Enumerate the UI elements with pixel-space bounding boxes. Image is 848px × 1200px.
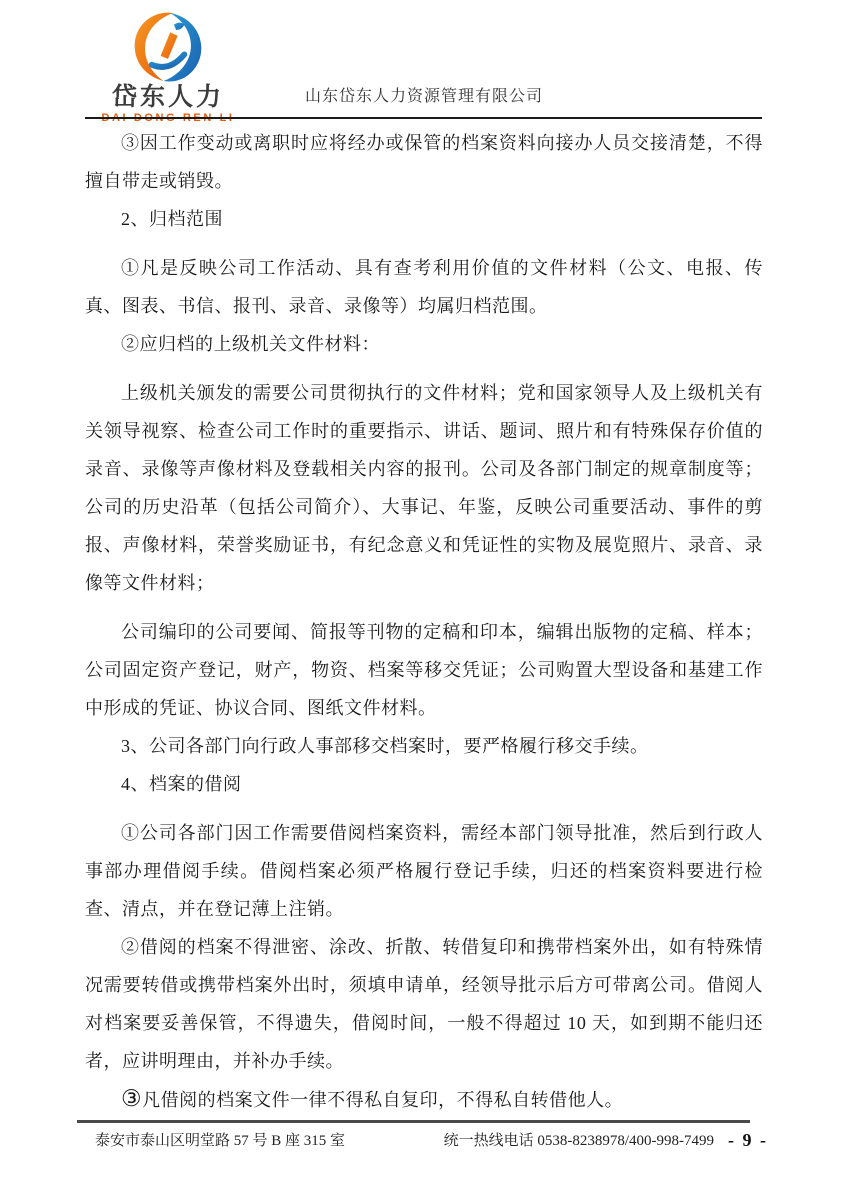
- paragraph: ②应归档的上级机关文件材料：: [121, 334, 380, 354]
- footer-divider: [77, 1120, 750, 1123]
- paragraph: 公司编印的公司要闻、简报等刊物的定稿和印本，编辑出版物的定稿、样本；公司固定资产登记，财产，物资、档案等移交凭证；公司购置大型设备和基建工作中形成的凭证、协议合同、图纸文件材料。: [85, 622, 763, 718]
- footer-hotline: 统一热线电话 0538-8238978/400-998-7499: [443, 1133, 714, 1149]
- paragraph: ③凡借阅的档案文件一律不得私自复印，不得私自转借他人。: [121, 1086, 624, 1111]
- footer-address: 泰安市泰山区明堂路 57 号 B 座 315 室: [95, 1133, 346, 1149]
- paragraph: 3、公司各部门向行政人事部移交档案时，要严格履行移交手续。: [121, 736, 649, 756]
- logo-text-cn: 岱东人力: [111, 83, 224, 111]
- paragraph: ③因工作变动或离职时应将经办或保管的档案资料向接办人员交接清楚，不得擅自带走或销毁。: [85, 133, 763, 191]
- page-number: - 9 -: [728, 1130, 768, 1150]
- paragraph: ①凡是反映公司工作活动、具有查考利用价值的文件材料（公文、电报、传真、图表、书信、报刊、录音、录像等）均属归档范围。: [85, 258, 763, 316]
- header-divider: [85, 117, 762, 119]
- paragraph: 2、归档范围: [121, 209, 223, 229]
- logo-block: [98, 10, 238, 124]
- paragraph: ②借阅的档案不得泄密、涂改、折散、转借复印和携带档案外出，如有特殊情况需要转借或携带档案外出时，须填申请单，经领导批示后方可带离公司。借阅人对档案要妥善保管，不得遗失，借阅时间，一般不得超过 10 天，如到期不能归还者，应讲明理由，并补办手续。: [85, 937, 763, 1071]
- company-name: 山东岱东人力资源管理有限公司: [305, 88, 544, 105]
- document-body: [85, 124, 763, 1119]
- paragraph: 4、档案的借阅: [121, 774, 242, 794]
- paragraph: 上级机关颁发的需要公司贯彻执行的文件材料；党和国家领导人及上级机关有关领导视察、检查公司工作时的重要指示、讲话、题词、照片和有特殊保存价值的录音、录像等声像材料及登载相关内容的报刊。公司及各部门制定的规章制度等；公司的历史沿革（包括公司简介）、大事记、年鉴，反映公司重要活动、事件的剪报、声像材料，荣誉奖励证书，有纪念意义和凭证性的实物及展览照片、录音、录像等文件材料；: [85, 383, 763, 593]
- paragraph: ①公司各部门因工作需要借阅档案资料，需经本部门领导批准，然后到行政人事部办理借阅手续。借阅档案必须严格履行登记手续，归还的档案资料要进行检查、清点，并在登记薄上注销。: [85, 823, 763, 919]
